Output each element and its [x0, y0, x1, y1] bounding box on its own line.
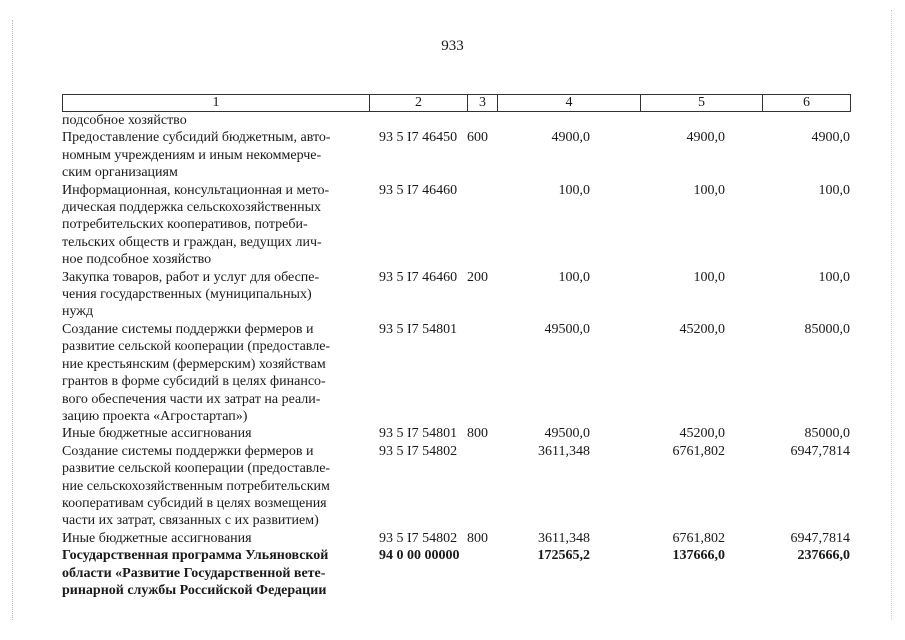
row-type: [461, 182, 497, 269]
row-name-line: ринарной службы Российской Федерации: [62, 582, 327, 598]
table-row: [62, 547, 850, 599]
header-col-4: 4: [498, 95, 641, 112]
row-name-line: чения государственных (муниципальных): [62, 287, 312, 303]
header-col-1: 1: [63, 95, 370, 112]
row-code: 93 5 I7 46460: [379, 182, 458, 198]
row-type: 200: [467, 269, 488, 285]
row-name-line: потребительских кооперативов, потреби-: [62, 217, 308, 233]
row-name-line: вого обеспечения части их затрат на реали-: [62, 391, 321, 407]
row-name-line: Создание системы поддержки фермеров и: [62, 443, 314, 459]
row-name: [62, 443, 369, 530]
row-type: 800: [467, 426, 488, 442]
row-name-line: тельских обществ и граждан, ведущих лич-: [62, 234, 322, 250]
row-type: [461, 547, 497, 599]
table-row: [62, 182, 850, 269]
row-code: 93 5 I7 54801: [379, 426, 458, 442]
row-name: [62, 129, 369, 181]
row-value-2021: 6761,802: [672, 530, 725, 546]
row-name: [62, 321, 369, 425]
table-header: [62, 94, 851, 112]
row-value-2022: 100,0: [818, 182, 850, 198]
row-name-line: развитие сельской кооперации (предоставле-: [62, 339, 331, 355]
row-value-2021: 45200,0: [679, 321, 725, 337]
row-name-line: Создание системы поддержки фермеров и: [62, 321, 314, 337]
row-name: [62, 547, 369, 599]
row-value-2022: 85000,0: [804, 426, 850, 442]
header-col-3: 3: [468, 95, 498, 112]
row-name-line: развитие сельской кооперации (предоставле-: [62, 461, 331, 477]
row-value-2020: 100,0: [558, 182, 590, 198]
row-code: 93 5 I7 54801: [379, 321, 458, 337]
row-name-line: Государственная программа Ульяновской: [62, 548, 329, 564]
row-name-line: ние сельскохозяйственным потребительским: [62, 478, 330, 494]
table-body: [62, 112, 850, 599]
row-value-2020: 49500,0: [544, 426, 590, 442]
row-name-line: подсобное хозяйство: [62, 113, 187, 128]
row-code: 93 5 I7 46460: [379, 269, 458, 285]
table-row: [62, 425, 850, 442]
row-value-2021: 6761,802: [672, 443, 725, 459]
row-value-2021: 45200,0: [679, 426, 725, 442]
row-name-line: зацию проекта «Агростартап»): [62, 408, 248, 424]
row-value-2021: 100,0: [693, 269, 725, 285]
row-name-line: номным учреждениям и иным некоммерче-: [62, 147, 322, 163]
row-code: 93 5 I7 54802: [379, 530, 458, 546]
table-row: [62, 269, 850, 321]
scan-edge-right: [891, 10, 893, 620]
row-name: [62, 530, 369, 547]
row-name: [62, 425, 369, 442]
row-code: 93 5 I7 46450: [379, 130, 458, 146]
row-name-line: области «Развитие Государственной вете-: [62, 565, 326, 581]
row-name: [62, 182, 369, 269]
row-value-2022: 6947,7814: [790, 443, 850, 459]
row-name-line: Предоставление субсидий бюджетным, авто-: [62, 130, 331, 146]
row-type: [461, 443, 497, 530]
row-value-2021: [590, 112, 725, 129]
row-name-line: части их затрат, связанных с их развитием): [62, 513, 319, 529]
row-value-2022: 237666,0: [797, 548, 850, 564]
row-name-line: ским организациям: [62, 165, 178, 181]
row-value-2020: 3611,348: [538, 530, 590, 546]
row-name-line: нужд: [62, 304, 94, 320]
row-name-line: грантов в форме субсидий в целях финансо-: [62, 374, 326, 390]
row-value-2020: 172565,2: [537, 548, 590, 564]
row-type: [461, 321, 497, 425]
row-code: 93 5 I7 54802: [379, 443, 458, 459]
row-value-2021: 100,0: [693, 182, 725, 198]
row-value-2022: 4900,0: [811, 130, 850, 146]
row-value-2022: 100,0: [818, 269, 850, 285]
scan-edge-left: [12, 20, 14, 620]
row-name-line: Закупка товаров, работ и услуг для обеспе-: [62, 269, 320, 285]
row-value-2022: 85000,0: [804, 321, 850, 337]
row-name-line: Информационная, консультационная и мето-: [62, 182, 330, 198]
row-value-2021: 4900,0: [686, 130, 725, 146]
row-type: 600: [467, 130, 488, 146]
row-name-line: кооперативам субсидий в целях возмещения: [62, 495, 327, 511]
table-row: [62, 321, 850, 425]
row-code: [369, 112, 461, 129]
table-row: [62, 129, 850, 181]
row-name-line: ние крестьянским (фермерским) хозяйствам: [62, 356, 326, 372]
row-name-line: Иные бюджетные ассигнования: [62, 530, 252, 546]
row-type: 800: [467, 530, 488, 546]
row-value-2020: 3611,348: [538, 443, 590, 459]
table-row: [62, 443, 850, 530]
row-value-2020: 4900,0: [551, 130, 590, 146]
row-name: [62, 269, 369, 321]
header-col-6: 6: [763, 95, 851, 112]
row-value-2020: [497, 112, 590, 129]
row-code: 94 0 00 00000: [379, 548, 460, 564]
row-name-line: дическая поддержка сельскохозяйственных: [62, 200, 322, 216]
table-row: [62, 112, 850, 129]
row-value-2020: 100,0: [558, 269, 590, 285]
row-name-line: ное подсобное хозяйство: [62, 252, 212, 268]
header-col-5: 5: [641, 95, 763, 112]
row-value-2022: [725, 112, 850, 129]
row-type: [461, 112, 497, 129]
header-col-2: 2: [370, 95, 468, 112]
row-value-2020: 49500,0: [544, 321, 590, 337]
row-value-2022: 6947,7814: [790, 530, 850, 546]
row-name-line: Иные бюджетные ассигнования: [62, 426, 252, 442]
page-number: 933: [441, 38, 464, 54]
table-row: [62, 530, 850, 547]
row-value-2021: 137666,0: [672, 548, 725, 564]
row-name: [62, 112, 369, 129]
